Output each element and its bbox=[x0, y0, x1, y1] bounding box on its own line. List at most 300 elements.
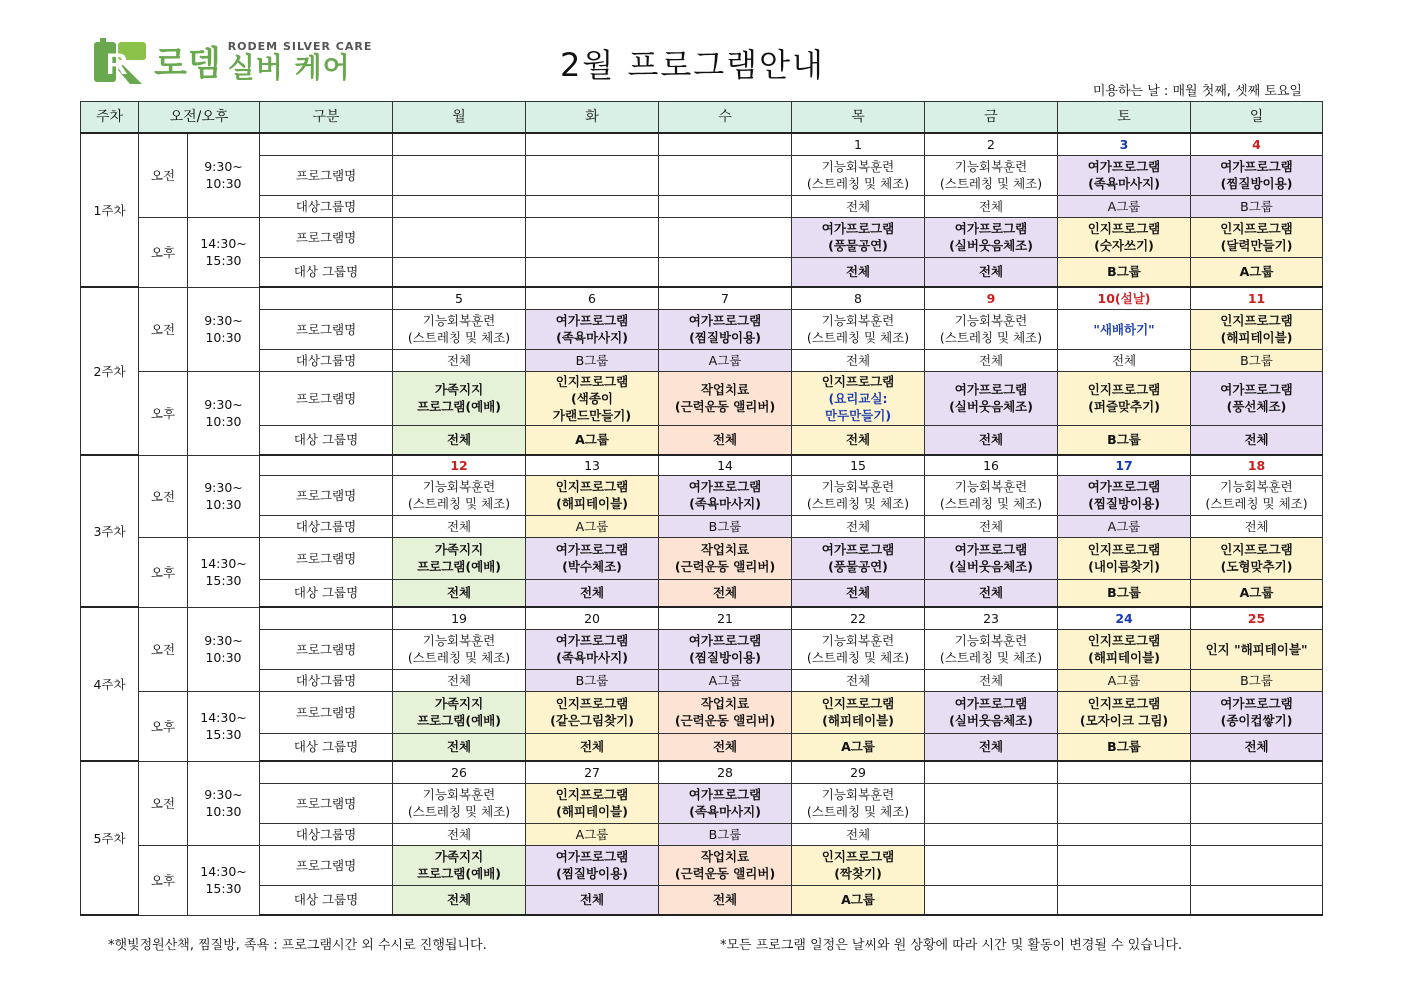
logo-name-ko2: 실버 케어 bbox=[227, 51, 351, 84]
am-program-tue bbox=[526, 475, 659, 515]
program-line: (스트레칭 및 체조) bbox=[939, 496, 1043, 511]
category-program: 프로그램명 bbox=[260, 537, 393, 579]
program-line: (찜질방이용) bbox=[689, 330, 761, 345]
header-wed: 수 bbox=[659, 102, 792, 134]
am-group-mon: 전체 bbox=[393, 823, 526, 845]
pm-program-tue bbox=[526, 845, 659, 885]
category-group: 대상그룹명 bbox=[260, 515, 393, 537]
am-group-thu: 전체 bbox=[792, 349, 925, 371]
program-line: (스트레칭 및 체조) bbox=[806, 804, 910, 819]
program-line: 인지프로그램 bbox=[1220, 542, 1293, 557]
date-wed: 14 bbox=[659, 455, 792, 475]
category-program: 프로그램명 bbox=[260, 155, 393, 195]
pm-program-fri bbox=[925, 217, 1058, 257]
pm-program-wed bbox=[659, 217, 792, 257]
am-group-thu: 전체 bbox=[792, 515, 925, 537]
program-line: 기능회복훈련 bbox=[821, 313, 895, 328]
date-mon: 12 bbox=[393, 455, 526, 475]
pm-group-sat: B그룹 bbox=[1058, 425, 1191, 455]
pm-group-mon bbox=[393, 257, 526, 287]
program-line: 여가프로그램 bbox=[688, 787, 762, 802]
program-line: 인지프로그램 bbox=[821, 696, 895, 711]
am-program-sat bbox=[1058, 783, 1191, 823]
pm-program-thu bbox=[792, 217, 925, 257]
pm-group-tue bbox=[526, 257, 659, 287]
am-program-thu bbox=[792, 155, 925, 195]
date-fri bbox=[925, 761, 1058, 783]
pm-time bbox=[188, 537, 260, 607]
date-thu: 22 bbox=[792, 607, 925, 629]
category-group: 대상그룹명 bbox=[260, 823, 393, 845]
pm-group-wed bbox=[659, 257, 792, 287]
am-label: 오전 bbox=[139, 287, 188, 371]
program-line: (근력운동 앨리버) bbox=[674, 713, 776, 728]
am-time bbox=[188, 133, 260, 217]
pm-program-sun bbox=[1191, 371, 1323, 425]
am-program-thu bbox=[792, 309, 925, 349]
category-blank bbox=[260, 133, 393, 155]
am-program-tue bbox=[526, 629, 659, 669]
pm-program-tue bbox=[526, 371, 659, 425]
am-program-mon bbox=[393, 475, 526, 515]
program-line: (스트레칭 및 체조) bbox=[806, 496, 910, 511]
am-group-fri bbox=[925, 823, 1058, 845]
time-start: 14:30~ bbox=[200, 236, 247, 251]
pm-group-row bbox=[81, 425, 1323, 455]
date-mon: 19 bbox=[393, 607, 526, 629]
date-sat: 3 bbox=[1058, 133, 1191, 155]
program-line: 인지프로그램 bbox=[555, 787, 629, 802]
am-program-sat bbox=[1058, 475, 1191, 515]
program-line: 기능회복훈련 bbox=[954, 313, 1028, 328]
pm-program-mon bbox=[393, 217, 526, 257]
date-tue: 20 bbox=[526, 607, 659, 629]
pm-group-thu: 전체 bbox=[792, 257, 925, 287]
am-program-wed bbox=[659, 475, 792, 515]
pm-program-row bbox=[81, 217, 1323, 257]
program-line: 가족지지 bbox=[434, 696, 484, 711]
date-row bbox=[81, 607, 1323, 629]
program-line: 프로그램(예배) bbox=[417, 399, 501, 414]
program-line: (요리교실: bbox=[828, 390, 888, 406]
program-line: 여가프로그램 bbox=[1087, 479, 1161, 494]
am-group-mon: 전체 bbox=[393, 515, 526, 537]
pm-time bbox=[188, 371, 260, 455]
pm-label: 오후 bbox=[139, 845, 188, 915]
program-line: 가족지지 bbox=[434, 849, 484, 864]
date-tue: 6 bbox=[526, 287, 659, 309]
program-line: 여가프로그램 bbox=[1220, 159, 1293, 174]
am-program-row bbox=[81, 309, 1323, 349]
week-label: 1주차 bbox=[81, 133, 139, 287]
program-line: (풍선체조) bbox=[1226, 399, 1287, 414]
pm-program-fri bbox=[925, 537, 1058, 579]
program-line: (숫자쓰기) bbox=[1094, 238, 1154, 253]
program-line: 인지프로그램 bbox=[1087, 221, 1161, 236]
am-program-sat bbox=[1058, 629, 1191, 669]
am-program-thu bbox=[792, 629, 925, 669]
am-program-thu bbox=[792, 783, 925, 823]
pm-group-wed: 전체 bbox=[659, 579, 792, 607]
pm-program-tue bbox=[526, 217, 659, 257]
pm-group-wed: 전체 bbox=[659, 425, 792, 455]
pm-group-sun: A그룹 bbox=[1191, 579, 1323, 607]
date-fri: 9 bbox=[925, 287, 1058, 309]
program-line: (해피테이블) bbox=[1220, 330, 1293, 345]
am-group-tue: A그룹 bbox=[526, 823, 659, 845]
program-line: (풍물공연) bbox=[828, 559, 888, 574]
date-row bbox=[81, 133, 1323, 155]
am-program-sun bbox=[1191, 629, 1323, 669]
category-program: 프로그램명 bbox=[260, 217, 393, 257]
pm-group-fri: 전체 bbox=[925, 733, 1058, 761]
pm-program-tue bbox=[526, 691, 659, 733]
pm-program-sat bbox=[1058, 845, 1191, 885]
am-group-wed: A그룹 bbox=[659, 669, 792, 691]
program-line: (근력운동 앨리버) bbox=[674, 399, 776, 414]
pm-group-sat: B그룹 bbox=[1058, 579, 1191, 607]
am-group-thu: 전체 bbox=[792, 823, 925, 845]
category-group: 대상 그룹명 bbox=[260, 733, 393, 761]
program-line: 작업치료 bbox=[700, 696, 750, 711]
am-program-row bbox=[81, 629, 1323, 669]
header-week: 주차 bbox=[81, 102, 139, 134]
program-line: (스트레칭 및 체조) bbox=[939, 650, 1043, 665]
am-group-wed: B그룹 bbox=[659, 515, 792, 537]
program-line: 인지프로그램 bbox=[1087, 382, 1161, 397]
program-line: (찜질방이용) bbox=[689, 650, 761, 665]
pm-program-sun bbox=[1191, 691, 1323, 733]
time-end: 10:30 bbox=[205, 650, 242, 665]
time-start: 9:30~ bbox=[204, 480, 243, 495]
am-time bbox=[188, 761, 260, 845]
time-end: 10:30 bbox=[205, 804, 242, 819]
date-wed: 21 bbox=[659, 607, 792, 629]
pm-group-row bbox=[81, 733, 1323, 761]
am-group-sat: 전체 bbox=[1058, 349, 1191, 371]
am-group-row bbox=[81, 515, 1323, 537]
am-group-sun: B그룹 bbox=[1191, 349, 1323, 371]
program-line: 만두만들기) bbox=[824, 407, 892, 423]
program-line: (해피테이블) bbox=[556, 804, 628, 819]
program-line: (달력만들기) bbox=[1220, 238, 1293, 253]
program-line: (찜질방이용) bbox=[1220, 176, 1293, 191]
pm-time bbox=[188, 691, 260, 761]
category-group: 대상 그룹명 bbox=[260, 425, 393, 455]
logo-mark-icon bbox=[92, 38, 148, 86]
program-line: 프로그램(예배) bbox=[417, 559, 501, 574]
category-group: 대상 그룹명 bbox=[260, 257, 393, 287]
date-mon: 26 bbox=[393, 761, 526, 783]
program-line: (스트레칭 및 체조) bbox=[806, 650, 910, 665]
pm-program-wed bbox=[659, 371, 792, 425]
date-row bbox=[81, 761, 1323, 783]
date-sun: 18 bbox=[1191, 455, 1323, 475]
date-sat: 10(설날) bbox=[1058, 287, 1191, 309]
pm-group-mon: 전체 bbox=[393, 733, 526, 761]
program-line: (해피테이블) bbox=[822, 713, 894, 728]
program-line: (색종이 bbox=[571, 390, 613, 406]
program-line: 기능회복훈련 bbox=[821, 479, 895, 494]
pm-program-row bbox=[81, 691, 1323, 733]
pm-program-mon bbox=[393, 845, 526, 885]
date-sat: 24 bbox=[1058, 607, 1191, 629]
am-program-tue bbox=[526, 783, 659, 823]
am-group-row bbox=[81, 195, 1323, 217]
am-group-mon bbox=[393, 195, 526, 217]
date-row bbox=[81, 287, 1323, 309]
pm-group-sun: A그룹 bbox=[1191, 257, 1323, 287]
pm-group-tue: A그룹 bbox=[526, 425, 659, 455]
pm-group-fri: 전체 bbox=[925, 579, 1058, 607]
logo bbox=[92, 38, 372, 86]
program-line: 인지프로그램 bbox=[1220, 313, 1293, 328]
am-group-fri: 전체 bbox=[925, 669, 1058, 691]
program-line: 여가프로그램 bbox=[688, 633, 762, 648]
pm-group-row bbox=[81, 885, 1323, 915]
am-group-mon: 전체 bbox=[393, 349, 526, 371]
category-group: 대상그룹명 bbox=[260, 669, 393, 691]
am-group-row bbox=[81, 669, 1323, 691]
header-thu: 목 bbox=[792, 102, 925, 134]
program-line: (스트레칭 및 체조) bbox=[407, 330, 511, 345]
am-group-fri: 전체 bbox=[925, 515, 1058, 537]
category-program: 프로그램명 bbox=[260, 475, 393, 515]
am-program-mon bbox=[393, 155, 526, 195]
pm-label: 오후 bbox=[139, 537, 188, 607]
header-sun: 일 bbox=[1191, 102, 1323, 134]
program-line: 프로그램(예배) bbox=[417, 866, 501, 881]
date-wed: 28 bbox=[659, 761, 792, 783]
pm-program-sat bbox=[1058, 217, 1191, 257]
pm-program-tue bbox=[526, 537, 659, 579]
week-label: 5주차 bbox=[81, 761, 139, 915]
program-line: (스트레칭 및 체조) bbox=[1205, 496, 1308, 511]
category-program: 프로그램명 bbox=[260, 783, 393, 823]
am-group-tue: B그룹 bbox=[526, 669, 659, 691]
program-line: 기능회복훈련 bbox=[422, 479, 496, 494]
am-group-thu: 전체 bbox=[792, 669, 925, 691]
time-start: 9:30~ bbox=[204, 397, 243, 412]
pm-program-thu bbox=[792, 845, 925, 885]
am-program-row bbox=[81, 475, 1323, 515]
program-line: 인지 "해피테이블" bbox=[1205, 641, 1308, 657]
am-label: 오전 bbox=[139, 761, 188, 845]
program-line: 인지프로그램 bbox=[1220, 221, 1293, 236]
program-line: 기능회복훈련 bbox=[1220, 479, 1293, 494]
date-sun: 11 bbox=[1191, 287, 1323, 309]
am-group-sun: 전체 bbox=[1191, 515, 1323, 537]
pm-group-sat: B그룹 bbox=[1058, 733, 1191, 761]
pm-program-fri bbox=[925, 845, 1058, 885]
program-line: (족욕마사지) bbox=[556, 650, 628, 665]
program-line: 여가프로그램 bbox=[1220, 696, 1293, 711]
am-group-tue: B그룹 bbox=[526, 349, 659, 371]
date-thu: 1 bbox=[792, 133, 925, 155]
am-group-sat: A그룹 bbox=[1058, 195, 1191, 217]
category-program: 프로그램명 bbox=[260, 845, 393, 885]
date-sun: 25 bbox=[1191, 607, 1323, 629]
pm-group-row bbox=[81, 257, 1323, 287]
header-category: 구분 bbox=[260, 102, 393, 134]
am-time bbox=[188, 455, 260, 537]
time-start: 9:30~ bbox=[204, 313, 243, 328]
am-program-fri bbox=[925, 629, 1058, 669]
pm-group-wed: 전체 bbox=[659, 733, 792, 761]
am-group-sat: A그룹 bbox=[1058, 515, 1191, 537]
program-line: (스트레칭 및 체조) bbox=[407, 650, 511, 665]
program-line: 기능회복훈련 bbox=[954, 633, 1028, 648]
category-program: 프로그램명 bbox=[260, 691, 393, 733]
category-program: 프로그램명 bbox=[260, 629, 393, 669]
program-line: 작업치료 bbox=[700, 542, 750, 557]
program-line: (스트레칭 및 체조) bbox=[407, 804, 511, 819]
date-sat: 17 bbox=[1058, 455, 1191, 475]
pm-program-row bbox=[81, 537, 1323, 579]
category-blank bbox=[260, 607, 393, 629]
program-line: 여가프로그램 bbox=[688, 313, 762, 328]
program-line: 인지프로그램 bbox=[1087, 542, 1161, 557]
category-group: 대상그룹명 bbox=[260, 349, 393, 371]
week-label: 4주차 bbox=[81, 607, 139, 761]
am-group-thu: 전체 bbox=[792, 195, 925, 217]
am-program-fri bbox=[925, 309, 1058, 349]
pm-group-thu: A그룹 bbox=[792, 885, 925, 915]
program-line: 기능회복훈련 bbox=[422, 313, 496, 328]
pm-group-fri bbox=[925, 885, 1058, 915]
program-line: 여가프로그램 bbox=[1087, 159, 1161, 174]
date-sat bbox=[1058, 761, 1191, 783]
am-group-sun bbox=[1191, 823, 1323, 845]
program-line: 가랜드만들기) bbox=[552, 407, 632, 423]
am-program-row bbox=[81, 783, 1323, 823]
program-line: (족욕마사지) bbox=[556, 330, 628, 345]
program-line: (내이름찾기) bbox=[1088, 559, 1160, 574]
program-line: 여가프로그램 bbox=[555, 313, 629, 328]
pm-program-fri bbox=[925, 691, 1058, 733]
am-group-row bbox=[81, 823, 1323, 845]
program-line: 여가프로그램 bbox=[954, 696, 1028, 711]
am-program-tue bbox=[526, 309, 659, 349]
program-line: (박수체조) bbox=[562, 559, 622, 574]
am-group-sun: B그룹 bbox=[1191, 669, 1323, 691]
time-end: 10:30 bbox=[205, 330, 242, 345]
am-time bbox=[188, 607, 260, 691]
am-group-fri: 전체 bbox=[925, 195, 1058, 217]
program-line: (종이컵쌓기) bbox=[1220, 713, 1293, 728]
pm-program-sat bbox=[1058, 371, 1191, 425]
schedule-table bbox=[80, 101, 1323, 916]
pm-program-mon bbox=[393, 537, 526, 579]
pm-group-row bbox=[81, 579, 1323, 607]
date-thu: 15 bbox=[792, 455, 925, 475]
pm-group-sun: 전체 bbox=[1191, 733, 1323, 761]
header-tue: 화 bbox=[526, 102, 659, 134]
am-program-wed bbox=[659, 629, 792, 669]
category-group: 대상 그룹명 bbox=[260, 885, 393, 915]
logo-name-en: RODEM SILVER CARE bbox=[227, 40, 373, 53]
am-group-fri: 전체 bbox=[925, 349, 1058, 371]
pm-program-sat bbox=[1058, 537, 1191, 579]
pm-group-tue: 전체 bbox=[526, 579, 659, 607]
date-tue: 13 bbox=[526, 455, 659, 475]
time-end: 15:30 bbox=[205, 253, 242, 268]
am-program-sun bbox=[1191, 155, 1323, 195]
pm-label: 오후 bbox=[139, 217, 188, 287]
program-line: 기능회복훈련 bbox=[821, 787, 895, 802]
date-sun bbox=[1191, 761, 1323, 783]
pm-group-sat: B그룹 bbox=[1058, 257, 1191, 287]
time-start: 14:30~ bbox=[200, 864, 247, 879]
svg-text:R: R bbox=[106, 48, 128, 81]
category-blank bbox=[260, 287, 393, 309]
program-line: 여가프로그램 bbox=[555, 542, 629, 557]
am-program-sat bbox=[1058, 309, 1191, 349]
am-label: 오전 bbox=[139, 607, 188, 691]
pm-group-tue: 전체 bbox=[526, 885, 659, 915]
footer-note-right: *모든 프로그램 일정은 날씨와 원 상황에 따라 시간 및 활동이 변경될 수 있습니다. bbox=[720, 938, 1183, 953]
am-program-fri bbox=[925, 155, 1058, 195]
category-blank bbox=[260, 455, 393, 475]
program-line: (해피테이블) bbox=[1088, 650, 1160, 665]
am-program-tue bbox=[526, 155, 659, 195]
program-line: 인지프로그램 bbox=[1087, 696, 1161, 711]
date-row bbox=[81, 455, 1323, 475]
pm-program-thu bbox=[792, 371, 925, 425]
program-line: "새배하기" bbox=[1093, 321, 1155, 337]
pm-group-fri: 전체 bbox=[925, 257, 1058, 287]
program-line: 여가프로그램 bbox=[821, 221, 895, 236]
pm-group-wed: 전체 bbox=[659, 885, 792, 915]
program-line: 여가프로그램 bbox=[954, 221, 1028, 236]
pm-time bbox=[188, 845, 260, 915]
program-line: (족욕마사지) bbox=[689, 496, 761, 511]
time-start: 9:30~ bbox=[204, 787, 243, 802]
date-fri: 23 bbox=[925, 607, 1058, 629]
program-line: 여가프로그램 bbox=[821, 542, 895, 557]
am-program-sun bbox=[1191, 783, 1323, 823]
program-line: (실버웃음체조) bbox=[949, 713, 1033, 728]
program-line: (족욕마사지) bbox=[1088, 176, 1160, 191]
date-sun: 4 bbox=[1191, 133, 1323, 155]
program-line: (족욕마사지) bbox=[689, 804, 761, 819]
am-group-tue: A그룹 bbox=[526, 515, 659, 537]
program-line: (근력운동 앨리버) bbox=[674, 559, 776, 574]
program-line: 프로그램(예배) bbox=[417, 713, 501, 728]
date-wed bbox=[659, 133, 792, 155]
am-program-wed bbox=[659, 309, 792, 349]
program-line: 기능회복훈련 bbox=[821, 633, 895, 648]
pm-group-sat bbox=[1058, 885, 1191, 915]
am-program-sun bbox=[1191, 475, 1323, 515]
pm-group-mon: 전체 bbox=[393, 425, 526, 455]
date-tue bbox=[526, 133, 659, 155]
pm-group-thu: 전체 bbox=[792, 425, 925, 455]
program-line: 기능회복훈련 bbox=[954, 159, 1028, 174]
pm-label: 오후 bbox=[139, 371, 188, 455]
pm-program-sun bbox=[1191, 217, 1323, 257]
date-mon: 5 bbox=[393, 287, 526, 309]
am-group-wed bbox=[659, 195, 792, 217]
program-line: 작업치료 bbox=[700, 382, 750, 397]
program-line: 가족지지 bbox=[434, 542, 484, 557]
program-line: (실버웃음체조) bbox=[949, 238, 1033, 253]
program-line: 여가프로그램 bbox=[1220, 382, 1293, 397]
footer-note-left: *햇빛정원산책, 찜질방, 족욕 : 프로그램시간 외 수시로 진행됩니다. bbox=[108, 938, 487, 953]
am-program-mon bbox=[393, 783, 526, 823]
pm-program-row bbox=[81, 845, 1323, 885]
time-end: 10:30 bbox=[205, 176, 242, 192]
